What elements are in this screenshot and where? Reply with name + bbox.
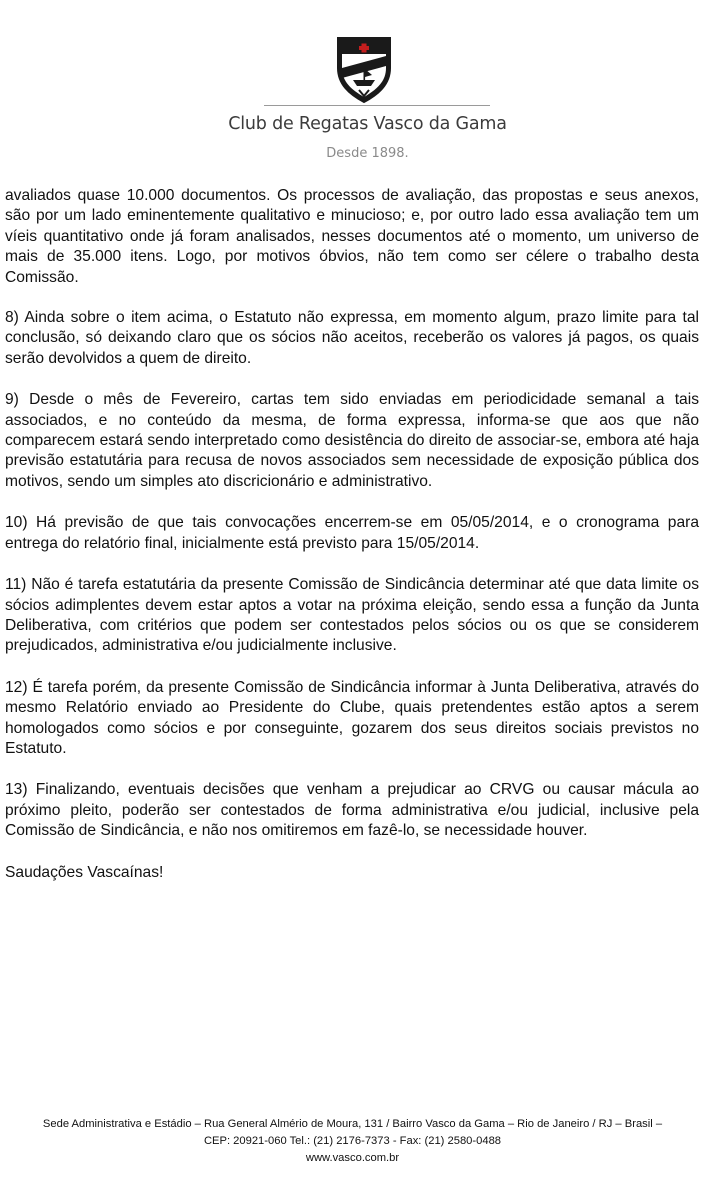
paragraph-item-13: 13) Finalizando, eventuais decisões que venham a prejudicar ao CRVG ou causar mácula ao próximo pleito, poderão ser contestados de forma administrativa e/ou judicial, inclusive pela Comissão de Sindicância, e não nos omitiremos em fazê-lo, se necessidade houver.	[5, 781, 699, 840]
founded-tagline: Desde 1898.	[326, 146, 409, 161]
club-crest-icon	[335, 32, 393, 104]
letterhead	[0, 0, 705, 172]
paragraph-item-10: 10) Há previsão de que tais convocações encerrem-se em 05/05/2014, e o cronograma para entrega do relatório final, inicialmente está previsto para 15/05/2014.	[5, 514, 699, 552]
header-divider	[264, 105, 490, 106]
paragraph-item-9: 9) Desde o mês de Fevereiro, cartas tem sido enviadas em periodicidade semanal a tais associados, e no conteúdo da mesma, de forma expressa, informa-se que aos que não comparecem estará sendo interpretado como desistência do direito de associar-se, embora até haja previsão estatutária para recusa de novos associados sem necessidade de exposição pública dos motivos, sendo um simples ato discricionário e administrativo.	[5, 391, 699, 490]
paragraph-item-8: 8) Ainda sobre o item acima, o Estatuto não expressa, em momento algum, prazo limite para tal conclusão, só deixando claro que os sócios não aceitos, receberão os valores já pagos, os quais serão devolvidos a quem de direito.	[5, 309, 699, 367]
letterhead-footer	[0, 1116, 705, 1167]
footer-contact: CEP: 20921-060 Tel.: (21) 2176-7373 - Fax: (21) 2580-0488	[203, 1135, 502, 1147]
closing-salutation: Saudações Vascaínas!	[5, 863, 164, 881]
letter-body	[5, 186, 699, 904]
paragraph-item-12: 12) É tarefa porém, da presente Comissão de Sindicância informar à Junta Deliberativa, através do mesmo Relatório enviado ao Presidente do Clube, quais pretendentes estão aptos a serem homologados como sócios e por conseguinte, gozarem dos seus direitos sociais previstos no Estatuto.	[5, 678, 699, 757]
footer-website: www.vasco.com.br	[305, 1152, 400, 1164]
paragraph-item-11: 11) Não é tarefa estatutária da presente Comissão de Sindicância determinar até que data limite os sócios adimplentes devem estar aptos a votar na próxima eleição, sendo essa a função da Junta Deliberativa, com critérios que podem ser contestados pelos sócios ou os que se considerem prejudicados, administrativa e/ou judicialmente inclusive.	[5, 576, 699, 655]
footer-address: Sede Administrativa e Estádio – Rua General Almério de Moura, 131 / Bairro Vasco da Gama – Rio de Janeiro / RJ – Brasil –	[42, 1118, 663, 1130]
paragraph-continuation: avaliados quase 10.000 documentos. Os processos de avaliação, das propostas e seus anexos, são por um lado eminentemente qualitativo e minucioso; e, por outro lado essa avaliação tem um víeis quantitativo onde já foram analisados, nesses documentos até o momento, um universo de mais de 35.000 itens. Logo, por motivos óbvios, não tem como ser célere o trabalho desta Comissão.	[5, 187, 699, 286]
club-name: Club de Regatas Vasco da Gama	[228, 114, 507, 134]
